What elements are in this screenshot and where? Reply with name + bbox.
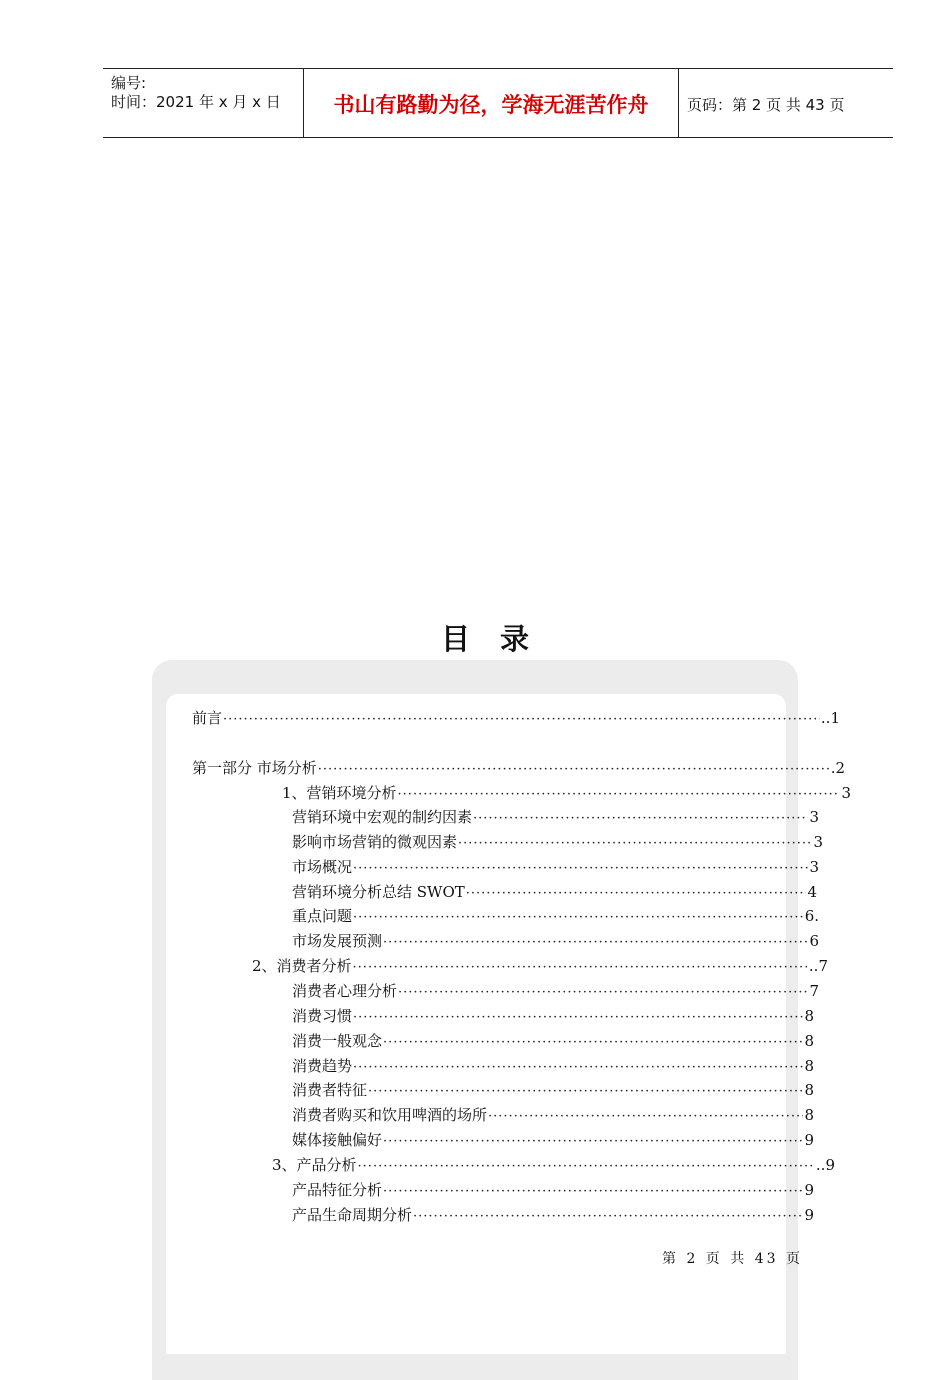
toc-entry [192,708,840,730]
header-motto-cell [303,69,679,137]
toc-dot-leader [383,1033,803,1053]
toc-entry [292,1180,814,1202]
toc-entry-page: ..7 [808,957,828,975]
toc-entry [292,807,819,829]
toc-dot-leader [358,1157,815,1177]
toc-entry [292,1080,814,1102]
toc-entry-label: 3、产品分析 [272,1156,357,1174]
toc-entry-label: 消费趋势 [292,1057,353,1075]
toc-entry-label: 产品生命周期分析 [292,1206,413,1224]
toc-dot-leader [353,958,808,978]
toc-entry-page: 8 [804,1106,814,1124]
toc-entry-page: 3 [809,858,819,876]
toc-entry-page: 7 [809,982,819,1000]
toc-entry-label: 消费者特征 [292,1081,368,1099]
toc-entry [272,1155,835,1177]
toc-dot-leader [383,1132,803,1152]
toc-entry-page: 9 [804,1131,814,1149]
toc-dot-leader [413,1207,803,1227]
toc-dot-leader [466,884,807,904]
toc-dot-leader [398,785,841,805]
toc-entry-label: 重点问题 [292,907,353,925]
toc-dot-leader [458,834,812,854]
header-page-cell [678,69,893,137]
toc-entry-page: 8 [804,1032,814,1050]
toc-entry-page: 3 [809,808,819,826]
header-page-code: 页码：第 2 页 共 43 页 [687,96,845,114]
toc-entry-label: 消费一般观念 [292,1032,383,1050]
toc-entry-label: 市场发展预测 [292,932,383,950]
header-info-cell [103,69,303,137]
toc-entry-page: 9 [804,1206,814,1224]
toc-dot-leader [353,1058,803,1078]
toc-entry [292,1031,814,1053]
toc-dot-leader [383,933,808,953]
document-time-label: 时间：2021 年 x 月 x 日 [111,93,281,111]
toc-dot-leader [398,983,808,1003]
toc-entry-label: 媒体接触偏好 [292,1131,383,1149]
toc-dot-leader [353,1008,803,1028]
toc-title: 目录 [440,622,559,656]
toc-entry [292,981,819,1003]
toc-entry-page: 6 [809,932,819,950]
toc-entry-label: 营销环境中宏观的制约因素 [292,808,473,826]
document-number-label: 编号: [111,74,147,92]
toc-entry [292,1006,814,1028]
toc-entry [192,758,845,780]
toc-entry [292,857,819,879]
toc-entry [282,783,851,805]
toc-entry [292,1205,814,1227]
toc-entry-label: 前言 [192,709,223,727]
toc-entry-page: 3 [813,833,823,851]
toc-entry-page: 8 [804,1057,814,1075]
toc-entry-page: 3 [841,784,851,802]
toc-entry-label: 影响市场营销的微观因素 [292,833,458,851]
toc-dot-leader [353,859,808,879]
header-motto: 书山有路勤为径，学海无涯苦作舟 [333,93,649,117]
toc-entry-label: 市场概况 [292,858,353,876]
toc-entry-page: ..9 [815,1156,835,1174]
toc-entry-page: 8 [804,1081,814,1099]
toc-entry-page: 4 [807,883,817,901]
toc-entry-page: ..1 [820,709,840,727]
toc-entry-label: 第一部分 市场分析 [192,759,317,777]
toc-entry [292,1056,814,1078]
toc-entry-page: 6. [804,907,819,925]
toc-dot-leader [353,908,804,928]
toc-entry-page: 8 [804,1007,814,1025]
toc-entry [292,1130,814,1152]
toc-entry-label: 营销环境分析总结 SWOT [292,883,465,901]
toc-entry-label: 1、营销环境分析 [282,784,397,802]
toc-entry [292,832,823,854]
toc-entry-label: 2、消费者分析 [252,957,352,975]
toc-dot-leader [368,1082,803,1102]
toc-dot-leader [318,760,830,780]
toc-dot-leader [488,1107,803,1127]
toc-dot-leader [223,710,820,730]
toc-dot-leader [473,809,808,829]
page-header [103,68,893,138]
toc-entry [292,1105,814,1127]
toc-entry [292,882,817,904]
page-footer: 第 2 页 共 43 页 [662,1251,803,1267]
toc-entry-label: 消费习惯 [292,1007,353,1025]
toc-entry [292,931,819,953]
toc-entry-label: 消费者心理分析 [292,982,398,1000]
toc-dot-leader [383,1182,803,1202]
toc-entry [292,906,819,928]
toc-entry-label: 产品特征分析 [292,1181,383,1199]
toc-entry-page: 9 [804,1181,814,1199]
toc-entry [252,956,828,978]
toc-entry-page: .2 [830,759,845,777]
toc-entry-label: 消费者购买和饮用啤酒的场所 [292,1106,488,1124]
